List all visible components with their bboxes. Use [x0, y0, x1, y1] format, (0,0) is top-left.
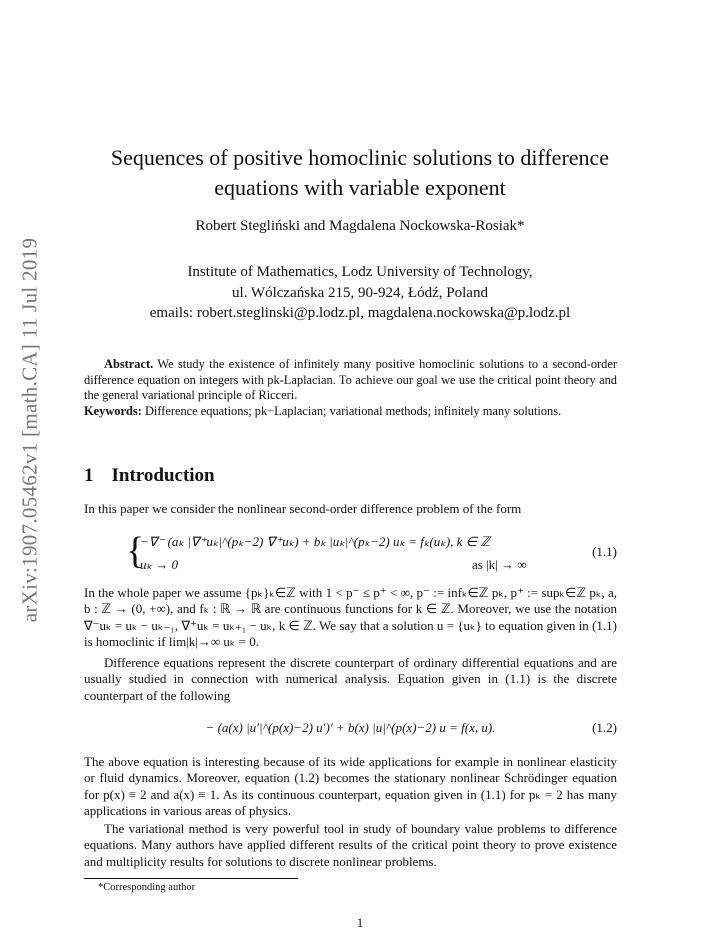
footnote: *Corresponding author [98, 882, 196, 893]
equation-1-2: − (a(x) |u′|^(p(x)−2) u′)′ + b(x) |u|^(p(x)−2) u = f(x, u). (1.2) [205, 720, 617, 735]
left-brace: { [126, 530, 145, 572]
arxiv-identifier: arXiv:1907.05462v1 [math.CA] 11 Jul 2019 [17, 237, 42, 623]
intro-paragraph-3: Difference equations represent the discrete counterpart of ordinary differential equations and are usually studied in connection with numerical analysis. Equation given in (1.1) is the discrete counterpart of the following [84, 655, 617, 703]
page-number: 1 [356, 915, 364, 930]
abstract [84, 357, 617, 419]
keywords: Keywords: Difference equations; pk−Laplacian; variational methods; infinitely many solutions. [84, 403, 562, 418]
intro-paragraph-2: In the whole paper we assume {pₖ}ₖ∈ℤ with 1 < p⁻ ≤ p⁺ < ∞, p⁻ := infₖ∈ℤ pₖ, p⁺ := supₖ∈ℤ pₖ, a, b : ℤ → (0, +∞), and fₖ : ℝ → ℝ are continuous functions for k ∈ ℤ. Moreover, we use the notation ∇⁻uₖ = uₖ − uₖ₋₁, ∇⁺uₖ = uₖ₊₁ − uₖ, k ∈ ℤ. We say that a solution u = {uₖ} to equation given in (1.1) is homoclinic if lim|k|→∞ uₖ = 0. [84, 585, 617, 649]
footnote-rule [84, 878, 298, 879]
equation-1-1: { −∇⁻ (aₖ |∇⁺uₖ|^(pₖ−2) ∇⁺uₖ) + bₖ |uₖ|^(pₖ−2) uₖ = fₖ(uₖ), k ∈ ℤ uₖ → 0 as |k| → ∞ (1.1) [126, 530, 617, 572]
intro-paragraph-4: The above equation is interesting because of its wide applications for example in nonlinear elasticity or fluid dynamics. Moreover, equation (1.2) becomes the stationary nonlinear Schrödinger equation for p(x) ≡ 2 and a(x) ≡ 1. As its continuous counterpart, equation given in (1.1) for pₖ = 2 has many applications in various areas of physics. [84, 754, 617, 818]
abstract-paragraph: Abstract. We study the existence of infinitely many positive homoclinic solutions to a second-order difference equation on integers with pk-Laplacian. To achieve our goal we use the critical point theory and the general variational principle of Ricceri. [84, 357, 617, 402]
authors: Robert Stegliński and Magdalena Nockowska-Rosiak* [195, 218, 525, 234]
affiliation: Institute of Mathematics, Lodz University of Technology, ul. Wólczańska 215, 90-924, Łódź, Poland emails: robert.steglinski@p.lodz.pl, magdalena.nockowska@p.lodz.pl [149, 264, 571, 321]
section-heading: 1 Introduction [84, 465, 215, 486]
paper-title: Sequences of positive homoclinic solutions to difference equations with variable exponent [110, 145, 610, 200]
intro-paragraph-1: In this paper we consider the nonlinear second-order difference problem of the form [84, 501, 522, 516]
intro-paragraph-5: The variational method is very powerful tool in study of boundary value problems to difference equations. Many authors have applied different results of the critical point theory to prove existence and multiplicity results for solutions to discrete nonlinear problems. [84, 821, 617, 869]
